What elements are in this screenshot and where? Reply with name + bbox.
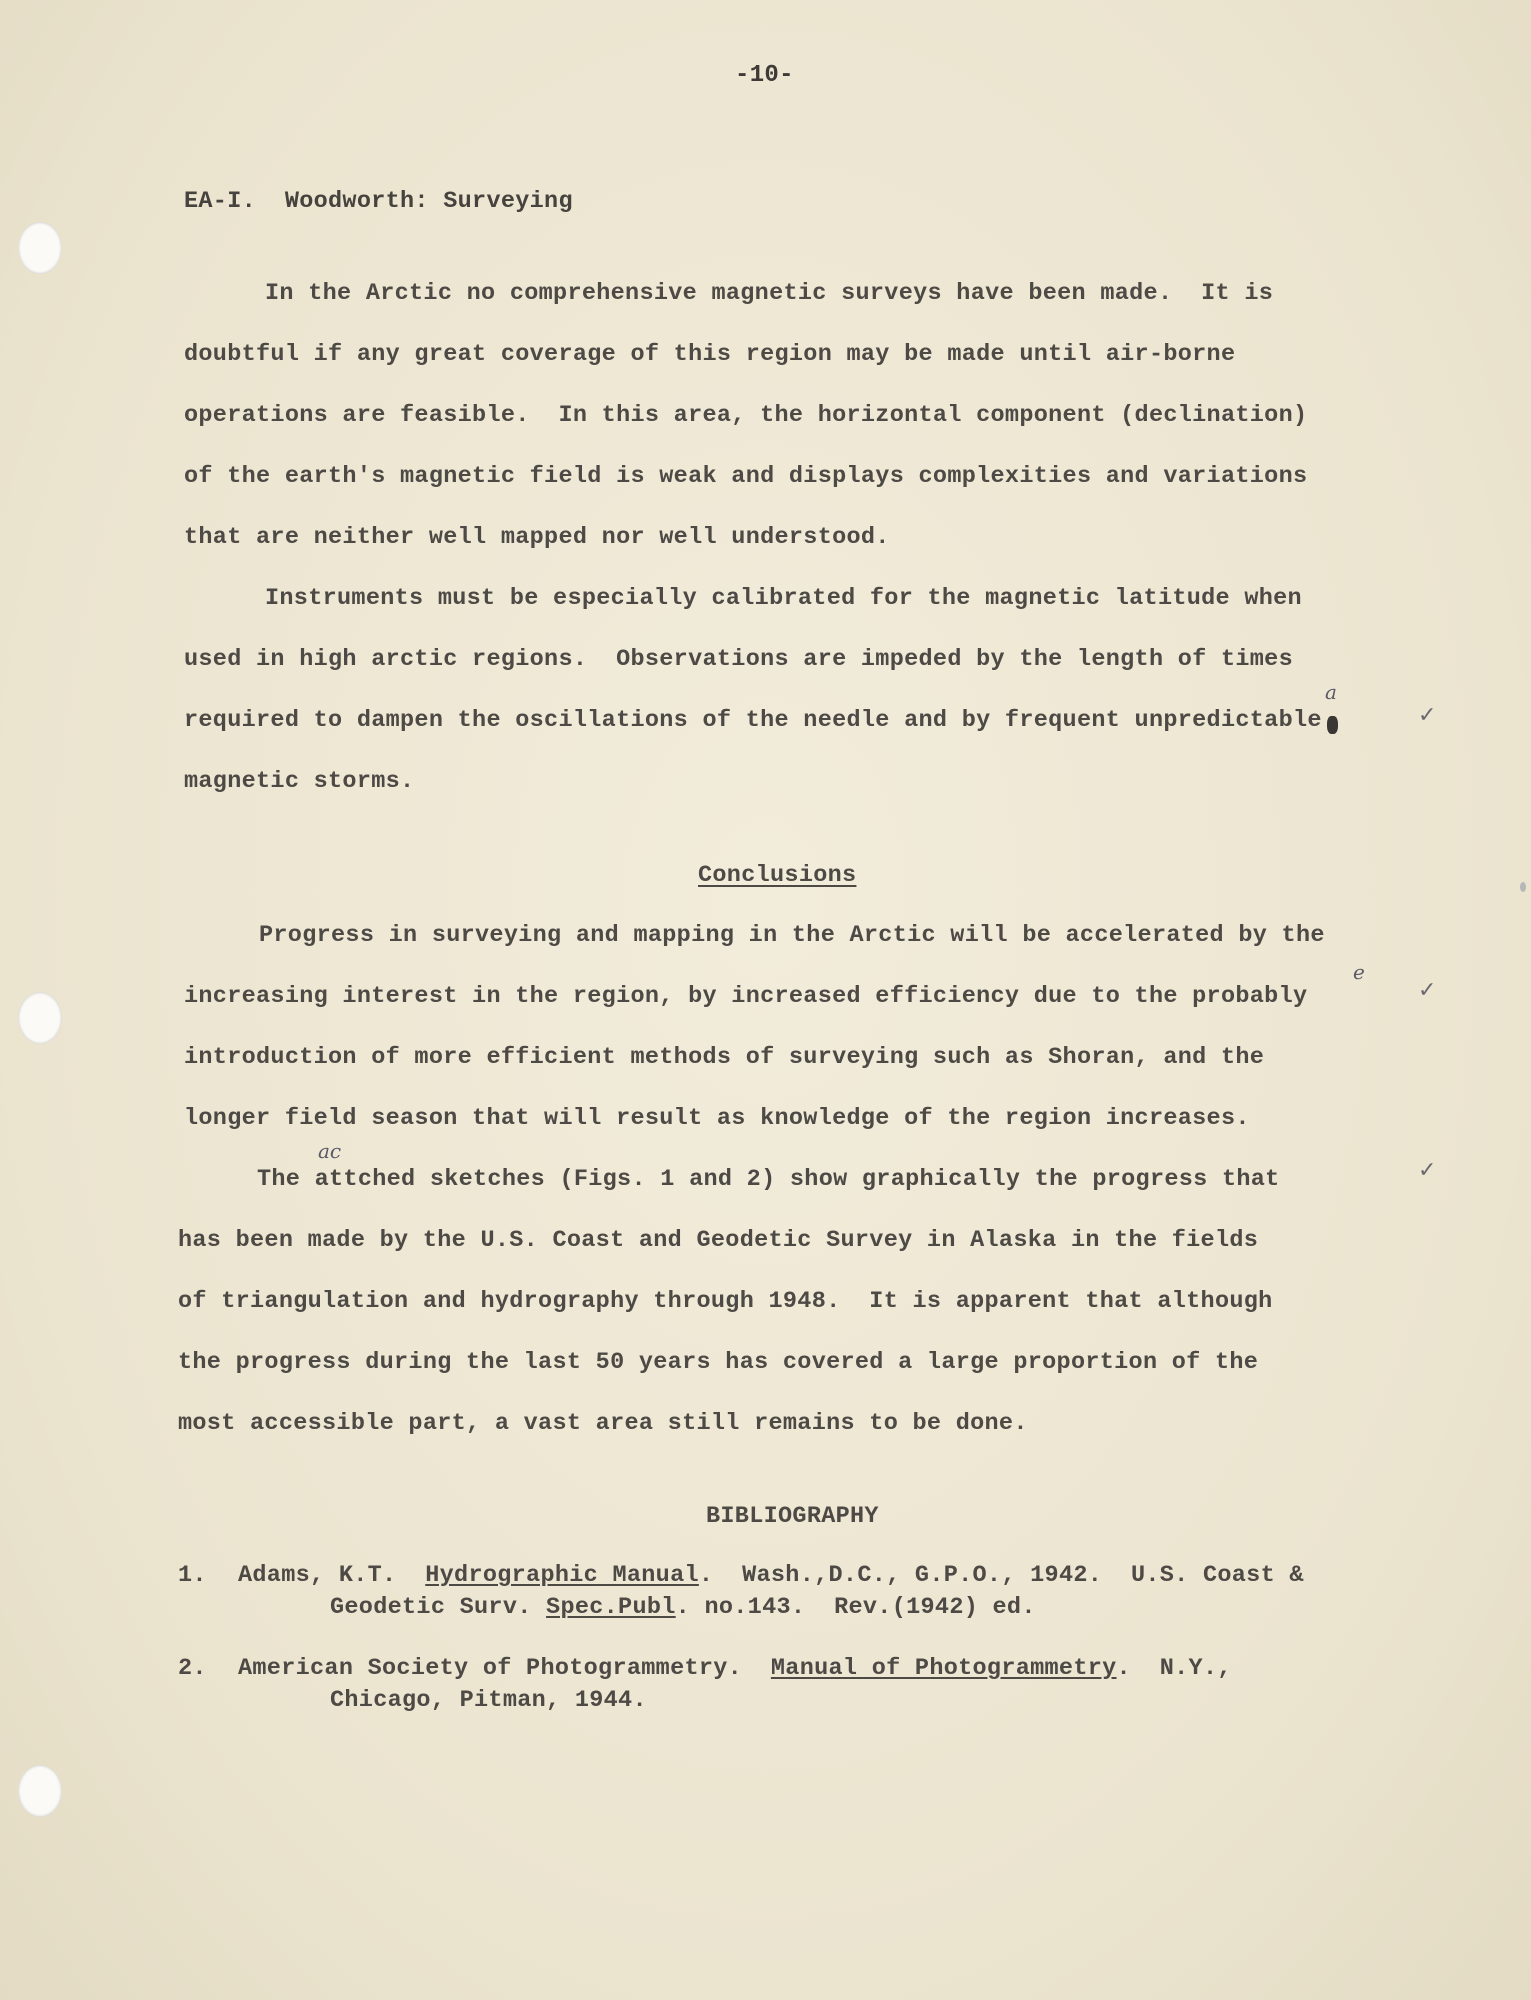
margin-check-mark: ✓ — [1418, 978, 1437, 1003]
paragraph-1-line-5: that are neither well mapped nor well understood. — [184, 524, 890, 551]
bibliography-heading: BIBLIOGRAPHY — [706, 1503, 879, 1530]
entry-title: Hydrographic Manual — [425, 1562, 699, 1589]
paragraph-4-line-1: The attched sketches (Figs. 1 and 2) show graphically the progress that — [257, 1166, 1280, 1193]
bibliography-entry — [178, 1653, 1232, 1781]
punch-hole-bottom — [18, 1765, 62, 1817]
margin-check-mark: ✓ — [1418, 703, 1437, 728]
entry-publication: . Wash.,D.C., G.P.O., 1942. U.S. Coast & — [698, 1562, 1304, 1589]
strikeover-blot — [1327, 716, 1338, 734]
paragraph-3-line-3: introduction of more efficient methods of surveying such as Shoran, and the — [184, 1044, 1265, 1071]
page-number: -10- — [735, 62, 794, 89]
entry-publisher: Geodetic Surv. — [330, 1594, 547, 1621]
handwritten-correction-e: e — [1353, 960, 1365, 984]
entry-author: American Society of Photogrammetry. — [238, 1655, 771, 1682]
paragraph-2-line-3: required to dampen the oscillations of the needle and by frequent unpredictable — [184, 707, 1322, 734]
paragraph-4-line-3: of triangulation and hydrography through 1948. It is apparent that although — [178, 1288, 1273, 1315]
entry-series: Spec.Publ — [546, 1594, 676, 1621]
entry-publication: . N.Y., — [1116, 1655, 1232, 1682]
paragraph-2-line-4: magnetic storms. — [184, 768, 415, 795]
entry-edition: . no.143. Rev.(1942) ed. — [675, 1594, 1036, 1621]
paragraph-1-line-3: operations are feasible. In this area, the horizontal component (declination) — [184, 402, 1308, 429]
entry-text — [238, 1560, 1304, 1624]
entry-number: 1. — [178, 1562, 207, 1589]
paragraph-1-line-4: of the earth's magnetic field is weak and displays complexities and variations — [184, 463, 1308, 490]
entry-continuation — [238, 1592, 1304, 1624]
margin-check-mark: ✓ — [1418, 1158, 1437, 1183]
paragraph-3-line-2: increasing interest in the region, by increased efficiency due to the probably — [184, 983, 1308, 1010]
entry-number: 2. — [178, 1655, 207, 1682]
handwritten-correction-ac: ac — [318, 1139, 342, 1163]
paragraph-3-line-1: Progress in surveying and mapping in the Arctic will be accelerated by the — [259, 922, 1325, 949]
paragraph-1-line-1: In the Arctic no comprehensive magnetic surveys have been made. It is — [265, 280, 1274, 307]
paragraph-1-line-2: doubtful if any great coverage of this region may be made until air-borne — [184, 341, 1236, 368]
entry-title: Manual of Photogrammetry — [770, 1655, 1117, 1682]
entry-author: Adams, K.T. — [238, 1562, 426, 1589]
paragraph-3-line-4: longer field season that will result as knowledge of the region increases. — [184, 1105, 1250, 1132]
paragraph-4-line-4: the progress during the last 50 years has covered a large proportion of the — [178, 1349, 1259, 1376]
punch-hole-top — [18, 222, 62, 274]
entry-text — [238, 1653, 1232, 1717]
entry-continuation: Chicago, Pitman, 1944. — [330, 1687, 647, 1714]
paragraph-2-line-2: used in high arctic regions. Observations are impeded by the length of times — [184, 646, 1293, 673]
paragraph-2-line-1: Instruments must be especially calibrated for the magnetic latitude when — [265, 585, 1302, 612]
conclusions-heading: Conclusions — [698, 862, 857, 889]
handwritten-correction-a: a — [1325, 680, 1337, 704]
edge-smudge — [1520, 882, 1526, 892]
section-heading: EA-I. Woodworth: Surveying — [184, 188, 573, 215]
paragraph-4-line-5: most accessible part, a vast area still remains to be done. — [178, 1410, 1028, 1437]
punch-hole-middle — [18, 992, 62, 1044]
paragraph-4-line-2: has been made by the U.S. Coast and Geodetic Survey in Alaska in the fields — [178, 1227, 1259, 1254]
